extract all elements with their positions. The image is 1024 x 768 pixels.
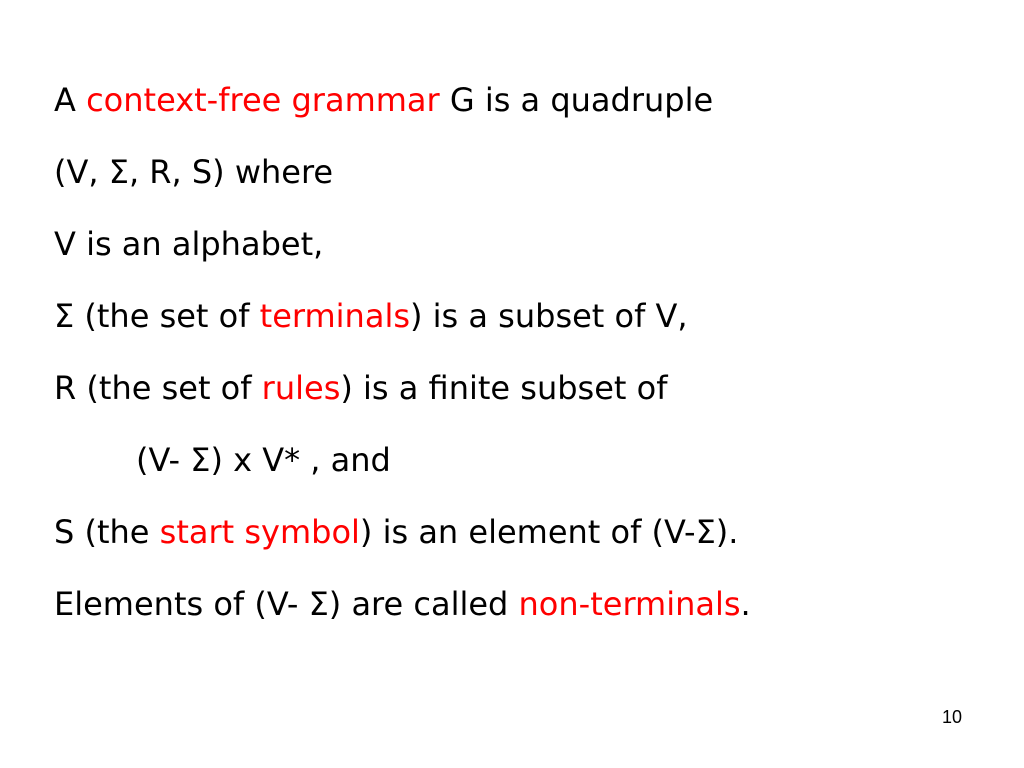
text-segment: R (the set of — [54, 369, 262, 407]
text-segment: (V- Σ) x V* , and — [136, 441, 391, 479]
text-segment: ) is an element of (V-Σ). — [359, 513, 739, 551]
definition-line-7 — [54, 512, 738, 552]
highlight-non-terminals: non-terminals — [518, 585, 741, 623]
text-segment: S (the — [54, 513, 160, 551]
text-segment: (V, Σ, R, S) where — [54, 153, 334, 191]
definition-line-5 — [54, 368, 667, 408]
page-number: 10 — [941, 707, 962, 727]
text-segment: Elements of (V- Σ) are called — [54, 585, 519, 623]
text-segment: A — [54, 81, 87, 119]
definition-line-8 — [54, 584, 751, 624]
definition-line-3 — [54, 224, 323, 264]
highlight-start-symbol: start symbol — [159, 513, 360, 551]
highlight-terminals: terminals — [259, 297, 410, 335]
text-segment: Σ (the set of — [54, 297, 260, 335]
definition-line-2 — [54, 152, 333, 192]
text-segment: ) is a finite subset of — [340, 369, 668, 407]
text-segment: ) is a subset of V, — [410, 297, 688, 335]
highlight-rules: rules — [261, 369, 341, 407]
definition-line-6 — [136, 440, 391, 480]
text-segment: G is a quadruple — [439, 81, 714, 119]
text-segment: V is an alphabet, — [54, 225, 324, 263]
highlight-context-free-grammar: context-free grammar — [86, 81, 440, 119]
text-segment: . — [740, 585, 751, 623]
definition-line-1 — [54, 80, 713, 120]
definition-line-4 — [54, 296, 688, 336]
